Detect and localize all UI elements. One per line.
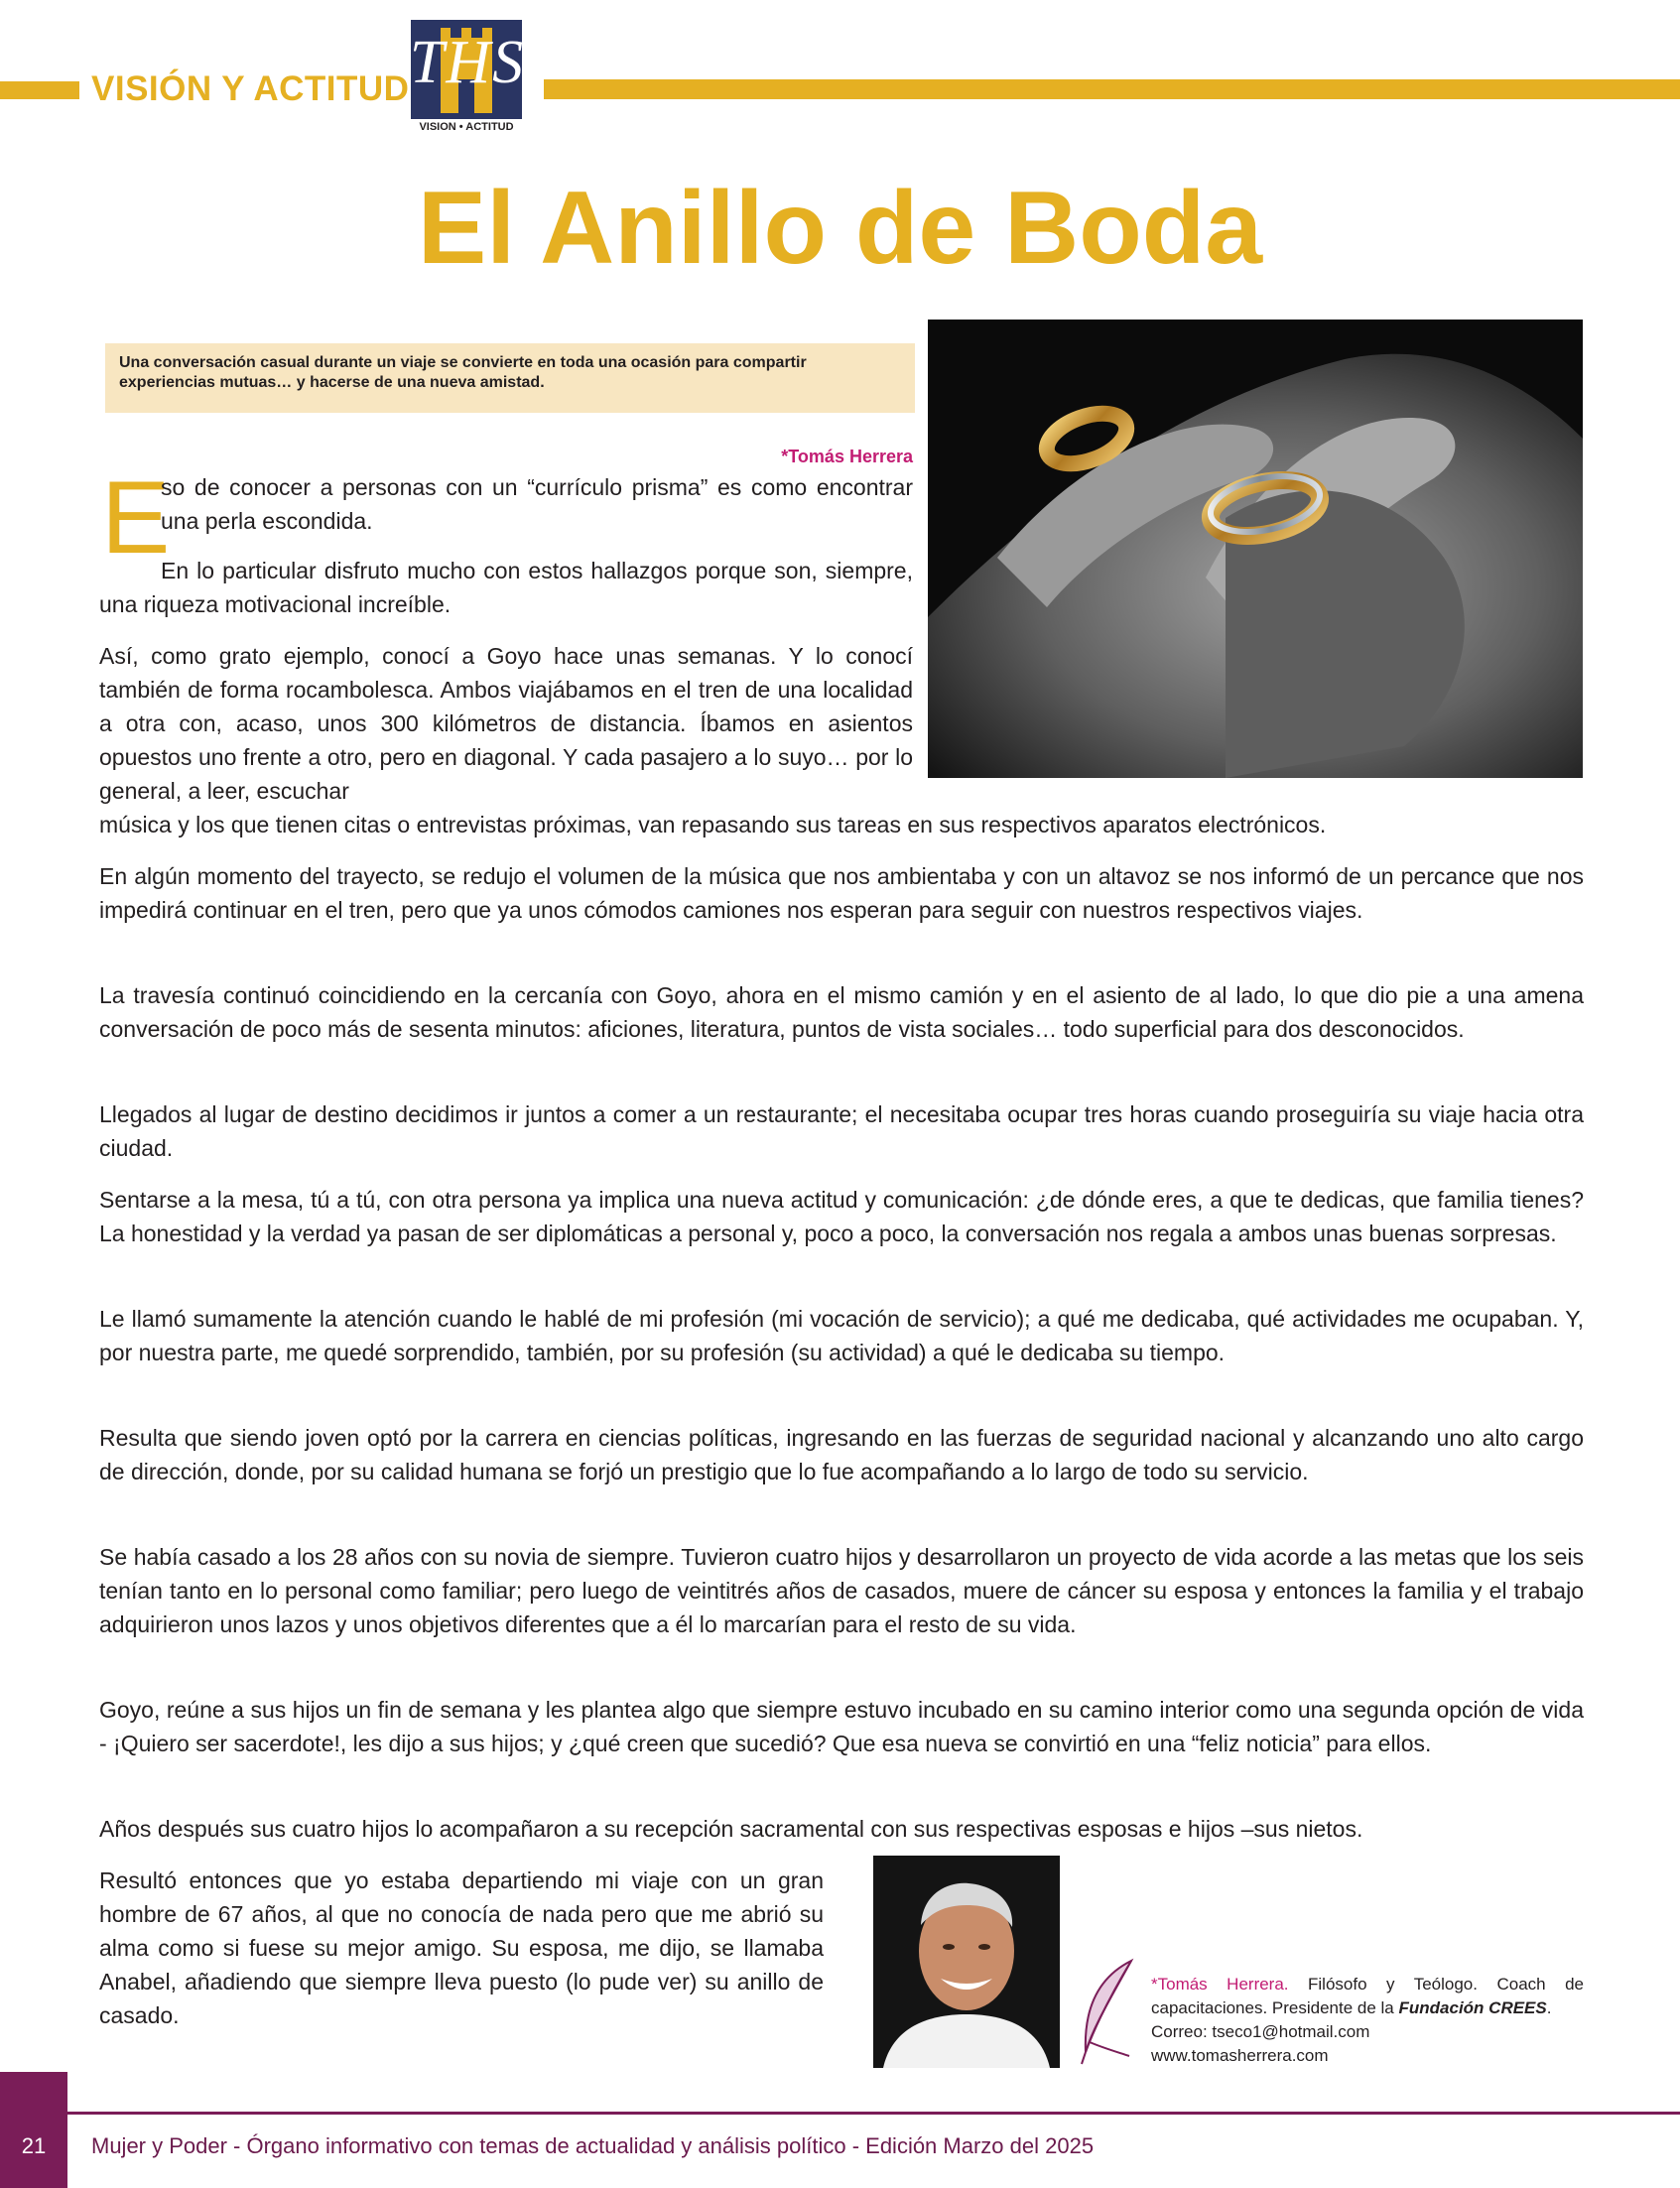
author-portrait: [873, 1856, 1060, 2068]
paragraph-10: Se había casado a los 28 años con su novia de siempre. Tuvieron cuatro hijos y desarrollaron un proyecto de vida acorde a las metas que los seis tenían tanto en lo personal como familiar; pero luego de veintitrés años de casados, muere de cáncer su esposa y entonces la familia y el trabajo adquirieron unos lazos y unos objetivos diferentes que a él lo marcarían para el resto de su vida.: [99, 1544, 1584, 1637]
header-bar-left: [0, 81, 79, 99]
author-byline: *Tomás Herrera: [781, 447, 913, 466]
bio-text-2: .: [1546, 1998, 1552, 2017]
paragraph-6: Llegados al lugar de destino decidimos ir juntos a comer a un restaurante; el necesitaba ocupar tres horas cuando proseguiría su viaje hacia otra ciudad.: [99, 1101, 1584, 1161]
article-title: El Anillo de Boda: [417, 171, 1263, 286]
logo-letters: THS: [409, 29, 526, 96]
bio-name: *Tomás Herrera.: [1151, 1975, 1289, 1994]
drop-cap: E: [101, 460, 171, 576]
section-label: VISIÓN Y ACTITUD: [91, 69, 410, 108]
bio-text-1: Filósofo y Teólogo. Coach de capacitaciones. Presidente de la: [1151, 1975, 1585, 2017]
author-bio: [1151, 1973, 1584, 2068]
paragraph-8: Le llamó sumamente la atención cuando le hablé de mi profesión (mi vocación de servicio); a qué me dedicaba, qué actividades me ocupaban. Y, por nuestra parte, me quedé sorprendido, también, por su profesión (su actividad) a qué le dedicaba su tiempo.: [99, 1306, 1584, 1365]
bio-description: [1151, 1973, 1584, 2020]
paragraph-13: Resultó entonces que yo estaba departiendo mi viaje con un gran hombre de 67 años, al que no conocía de nada pero que me abrió su alma como si fuese su mejor amigo. Su esposa, me dijo, se llamaba Anabel, añadiendo que siempre lleva puesto (lo pude ver) su anillo de casado.: [99, 1867, 824, 2028]
paragraph-7: Sentarse a la mesa, tú a tú, con otra persona ya implica una nueva actitud y comunicación: ¿de dónde eres, a que te dedicas, que familia tienes? La honestidad y la verdad ya pasan de ser diplomáticas a personal y, poco a poco, la conversación nos regala a ambos unas buenas sorpresas.: [99, 1187, 1584, 1246]
paragraph-5: La travesía continuó coincidiendo en la cercanía con Goyo, ahora en el mismo camión y en el asiento de al lado, lo que dio pie a una amena conversación de poco más de sesenta minutos: aficiones, literatura, puntos de vista sociales… todo superficial para dos desconocidos.: [99, 982, 1584, 1042]
header-bar-right: [544, 79, 1680, 99]
paragraph-4: En algún momento del trayecto, se redujo el volumen de la música que nos ambientaba y con un altavoz se nos informó de un percance que nos impedirá continuar en el tren, pero que ya unos cómodos camiones nos esperan para seguir con nuestros respectivos viajes.: [99, 863, 1584, 923]
footer-publication: Mujer y Poder - Órgano informativo con temas de actualidad y análisis político - Edición Marzo del 2025: [91, 2133, 1095, 2158]
footer-rule: [0, 2112, 1680, 2115]
paragraph-2: En lo particular disfruto mucho con estos hallazgos porque son, siempre, una riqueza motivacional increíble.: [99, 558, 913, 617]
paragraph-9: Resulta que siendo joven optó por la carrera en ciencias políticas, ingresando en las fuerzas de seguridad nacional y alcanzando uno alto cargo de dirección, donde, por su calidad humana se forjó un prestigio que lo fue acompañando a lo largo de todo su servicio.: [99, 1425, 1584, 1484]
logo-caption: VISION • ACTITUD: [419, 121, 514, 133]
paragraph-12: Años después sus cuatro hijos lo acompañaron a su recepción sacramental con sus respectivas esposas e hijos –sus nietos.: [99, 1816, 1363, 1842]
paragraph-3-continued: música y los que tienen citas o entrevistas próximas, van repasando sus tareas en sus respectivos aparatos electrónicos.: [99, 812, 1327, 837]
paragraph-3: Así, como grato ejemplo, conocí a Goyo hace unas semanas. Y lo conocí también de forma rocambolesca. Ambos viajábamos en el tren de una localidad a otra con, acaso, unos 300 kilómetros de distancia. Íbamos en asientos opuestos uno frente a otro, pero en diagonal. Y cada pasajero a lo suyo… por lo general, a leer, escuchar: [99, 643, 913, 804]
wedding-rings-photo: [928, 320, 1583, 778]
page-number-tab: [0, 2072, 67, 2188]
page-number: 21: [21, 2133, 47, 2158]
feather-icon: [1070, 1957, 1139, 2066]
bio-email: Correo: tseco1@hotmail.com: [1151, 2022, 1370, 2041]
intro-summary: Una conversación casual durante un viaje se convierte en toda una ocasión para compartir experiencias mutuas… y hacerse de una nueva amistad.: [105, 343, 915, 413]
bio-organization: Fundación CREES: [1398, 1998, 1547, 2017]
paragraph-1: so de conocer a personas con un “currículo prisma” es como encontrar una perla escondida.: [161, 474, 913, 534]
bio-website: www.tomasherrera.com: [1151, 2046, 1329, 2065]
paragraph-11: Goyo, reúne a sus hijos un fin de semana y les plantea algo que siempre estuvo incubado en su camino interior como una segunda opción de vida - ¡Quiero ser sacerdote!, les dijo a sus hijos; y ¿qué creen que sucedió? Que esa nueva se convirtió en una “feliz noticia” para ellos.: [99, 1697, 1584, 1756]
